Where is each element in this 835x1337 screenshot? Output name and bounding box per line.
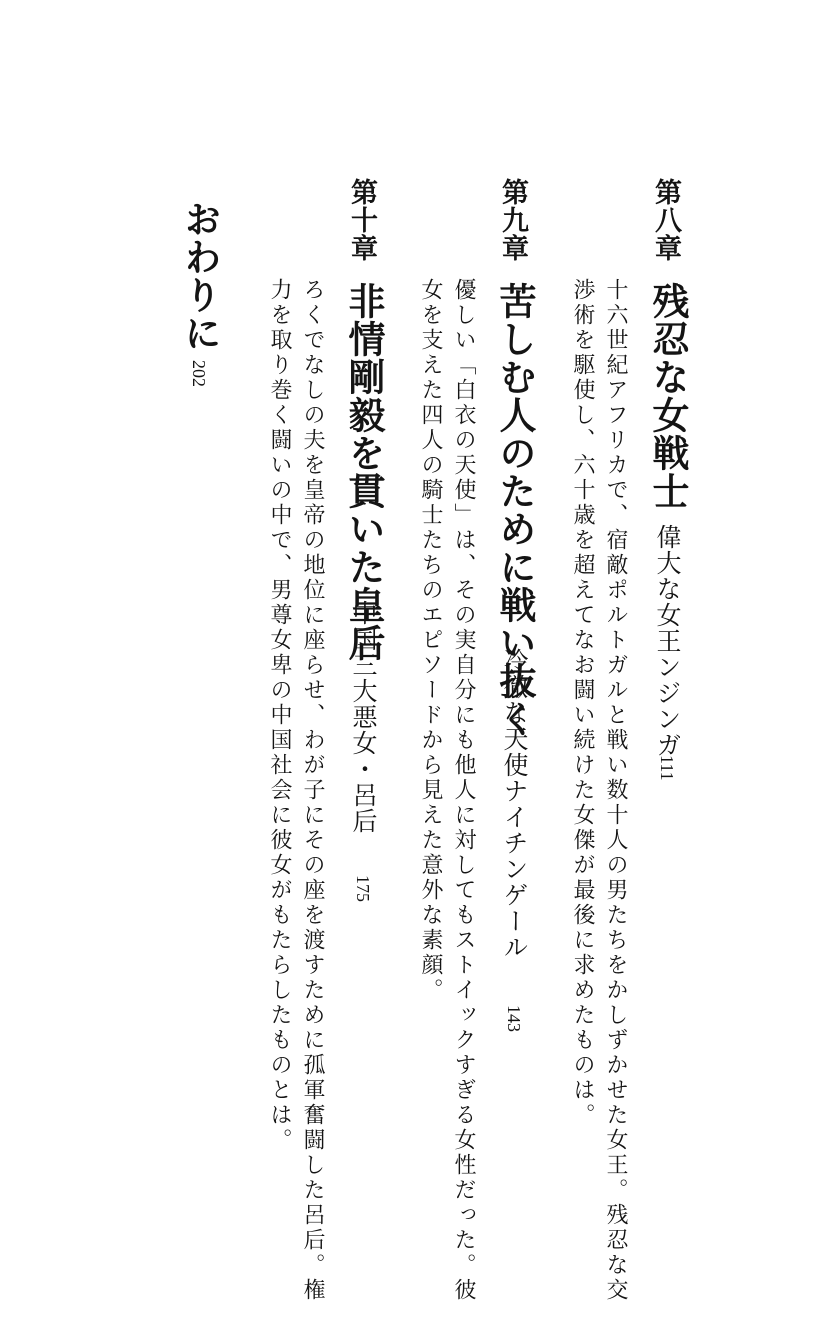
chapter-page-number: 111 (657, 755, 677, 781)
chapter-summary-line: 十六世紀アフリカで、宿敵ポルトガルと戦い数十人の男たちをかしずかせた女王。残忍な交 (603, 278, 628, 1303)
chapter-number: 第十章 (346, 178, 377, 262)
closing-title: おわりに (178, 200, 222, 352)
chapter-summary-line: 渉術を駆使し、六十歳を超えてなお闘い続けた女傑が最後に求めたものは。 (570, 278, 595, 1128)
chapter-title: 苦しむ人のために戦い抜く (493, 282, 537, 738)
chapter-subtitle: 冷徹な天使ナイチンゲール (500, 648, 529, 960)
chapter-summary-line: 優しい「白衣の天使」は、その実自分にも他人に対してもストイックすぎる女性だった。彼 (451, 278, 476, 1303)
chapter-page-number: 175 (353, 875, 373, 902)
chapter-number: 第九章 (497, 178, 528, 262)
closing-page-number: 202 (189, 360, 209, 387)
chapter-page-number: 143 (504, 1005, 524, 1032)
chapter-title: 非情剛毅を貫いた皇后 (342, 282, 386, 662)
chapter-summary-line: ろくでなしの夫を皇帝の地位に座らせ、わが子にその座を渡すために孤軍奮闘した呂后。権 (300, 278, 325, 1303)
chapter-number: 第八章 (650, 178, 681, 262)
chapter-subtitle: 中国三大悪女・呂后 (349, 600, 378, 834)
chapter-summary-line: 力を取り巻く闘いの中で、男尊女卑の中国社会に彼女がもたらしたものとは。 (267, 278, 292, 1153)
chapter-summary-line: 女を支えた四人の騎士たちのエピソードから見えた意外な素顔。 (418, 278, 443, 1003)
chapter-title: 残忍な女戦士 (646, 282, 690, 510)
chapter-subtitle: 偉大な女王ンジンガ (653, 524, 682, 758)
